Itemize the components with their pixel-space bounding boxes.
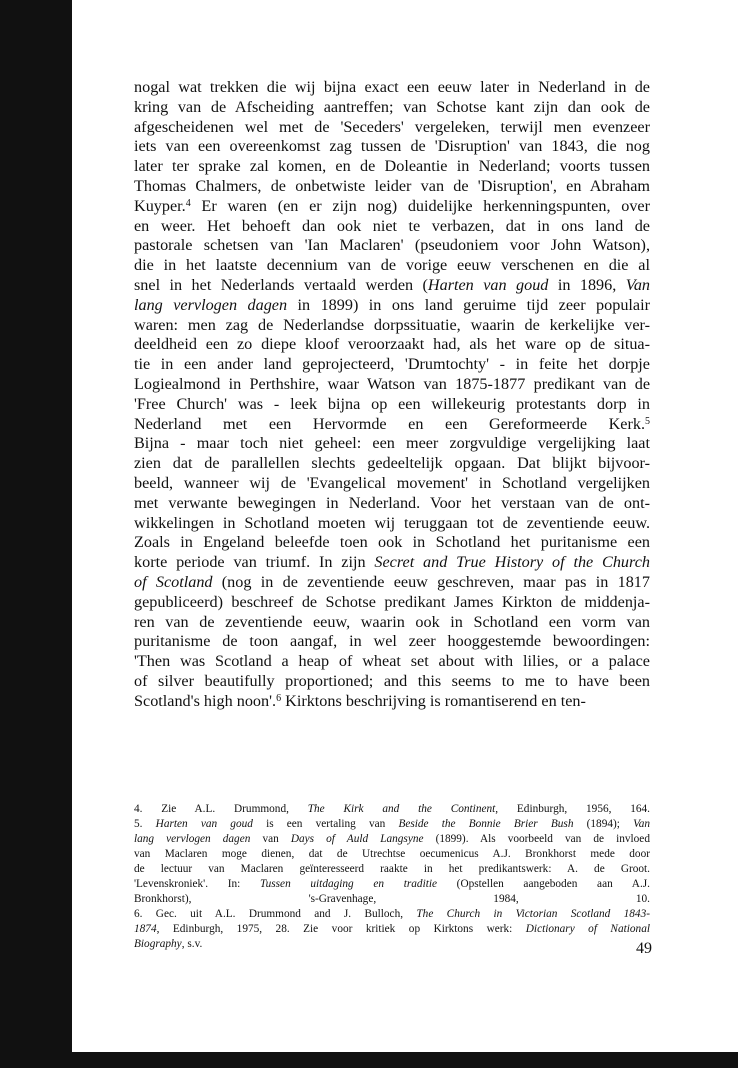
text-run: wikkelingen in Schotland moeten wij teruggaan tot de zeventiende eeuw. [134, 513, 650, 532]
italic-title: Beside the Bonnie Brier Bush [398, 818, 574, 830]
italic-title: The Kirk and the Continent [307, 803, 496, 815]
page-number: 49 [636, 940, 652, 957]
body-line [134, 335, 650, 355]
body-line [134, 692, 650, 712]
text-run: 6. Gec. uit A.L. Drummond and J. Bulloch, [134, 908, 417, 920]
text-run: deeldheid een zo diepe kloof veroorzaakt had, als het ware op de situa- [134, 335, 650, 354]
footnote-ref: 6 [276, 692, 282, 704]
text-run: puritanisme de toon aangaf, in wel zeer hooggestemde bewoordingen: [134, 632, 650, 651]
text-run: korte periode van triumf. In zijn [134, 553, 375, 572]
text-run: zien dat de parallellen slechts gedeeltelijk opgaan. Dat blijkt bijvoor- [134, 454, 650, 473]
text-run: beeld, wanneer wij de 'Evangelical movement' in Schotland vergelijken [134, 473, 650, 492]
italic-title: Days of Auld Langsyne [290, 833, 424, 845]
text-run: (Opstellen aangeboden aan A.J. [437, 878, 650, 890]
body-line [134, 395, 650, 415]
text-run: of silver beautifully proportioned; and this seems to me to have been [134, 671, 650, 690]
body-line [134, 177, 650, 197]
body-line [134, 434, 650, 454]
scan-bottom-gap [72, 1048, 738, 1052]
body-line [134, 593, 650, 613]
text-run: iets van een overeenkomst zag tussen de 'Disruption' van 1843, die nog [134, 137, 650, 156]
text-run: Bijna - maar toch niet geheel: een meer zorgvuldige vergelijking laat [134, 434, 650, 453]
text-run: Kirktons beschrijving is romantiserend en ten- [281, 691, 586, 710]
text-run: in 1896, [548, 275, 626, 294]
body-line [134, 553, 650, 573]
italic-title: of Scotland [134, 572, 213, 591]
text-run: 'Levenskroniek'. In: [134, 878, 260, 890]
text-run: 'Free Church' was - leek bijna op een willekeurig protestants dorp in [134, 394, 650, 413]
text-run: Nederland met een Hervormde en een Gereformeerde Kerk. [134, 414, 645, 433]
italic-title: Biography [134, 938, 182, 950]
text-run: , Edinburgh, 1956, 164. [495, 803, 650, 815]
text-run: (nog in de zeventiende eeuw geschreven, maar pas in 1817 [212, 572, 650, 591]
body-line [134, 573, 650, 593]
text-run: de lectuur van Maclaren geïnteresseerd raakte in het predikantswerk: A. de Groot. [134, 863, 650, 875]
italic-title: Dictionary of National [525, 923, 650, 935]
footnote-line [134, 907, 650, 922]
text-run: , s.v. [181, 938, 203, 950]
text-run: van [250, 833, 291, 845]
body-line [134, 533, 650, 553]
body-line [134, 276, 650, 296]
footnotes [134, 802, 650, 952]
footnote-line [134, 892, 650, 907]
footnote-line [134, 862, 650, 877]
text-run: met verwante bewegingen in Nederland. Voor het verstaan van de ont- [134, 493, 650, 512]
italic-title: Van [633, 818, 650, 830]
footnote-line [134, 922, 650, 937]
footnote-ref: 4 [185, 197, 191, 209]
text-run: later ter sprake zal komen, en de Doleantie in Nederland; voorts tussen [134, 157, 650, 176]
body-line [134, 355, 650, 375]
italic-title: Harten van goud [155, 818, 253, 830]
text-run: Kuyper. [134, 196, 186, 215]
text-run: van Maclaren moge dienen, dat de Utrechtse oecumenicus A.J. Bronkhorst mede door [134, 848, 650, 860]
text-run: 4. Zie A.L. Drummond, [134, 803, 308, 815]
italic-title: Secret and True History of the Church [374, 553, 650, 572]
italic-title: Tussen uitdaging en traditie [259, 878, 437, 890]
body-line [134, 375, 650, 395]
text-run: pastorale schetsen van 'Ian Maclaren' (pseudoniem voor John Watson), [134, 236, 650, 255]
body-line [134, 652, 650, 672]
text-run: is een vertaling van [252, 818, 399, 830]
text-run: waren: men zag de Nederlandse dorpssituatie, waarin de kerkelijke ver- [134, 315, 650, 334]
body-line [134, 197, 650, 217]
body-line [134, 296, 650, 316]
body-line [134, 236, 650, 256]
footnote-line [134, 877, 650, 892]
body-line [134, 632, 650, 652]
body-text [134, 78, 650, 712]
text-run: (1899). Als voorbeeld van de invloed [423, 833, 650, 845]
body-line [134, 514, 650, 534]
text-run: Er waren (en er zijn nog) duidelijke herkenningspunten, over [190, 196, 650, 215]
scan-left-edge [0, 0, 72, 1068]
body-line [134, 157, 650, 177]
body-line [134, 494, 650, 514]
text-run: 5. [134, 818, 156, 830]
footnote-line [134, 817, 650, 832]
body-line [134, 613, 650, 633]
text-run: in 1899) in ons land geruime tijd zeer populair [287, 295, 650, 314]
text-run: nogal wat trekken die wij bijna exact een eeuw later in Nederland in de [134, 78, 650, 96]
text-run: 'Then was Scotland a heap of wheat set about with lilies, or a palace [134, 652, 650, 671]
footnote-line [134, 832, 650, 847]
italic-title: The Church in Victorian Scotland 1843- [416, 908, 650, 920]
text-run: afgescheidenen wel met de 'Seceders' vergeleken, terwijl men evenzeer [134, 117, 650, 136]
italic-title: lang vervlogen dagen [134, 295, 288, 314]
body-line [134, 415, 650, 435]
body-line [134, 256, 650, 276]
italic-title: 1874 [134, 923, 157, 935]
text-run: , Edinburgh, 1975, 28. Zie voor kritiek op Kirktons werk: [156, 923, 526, 935]
footnote-line [134, 802, 650, 817]
text-run: gepubliceerd) beschreef de Schotse predikant James Kirkton de middenja- [134, 592, 650, 611]
footnote-line [134, 847, 650, 862]
body-line [134, 474, 650, 494]
body-line [134, 454, 650, 474]
text-run: snel in het Nederlands vertaald werden ( [134, 275, 428, 294]
text-run: Logiealmond in Perthshire, waar Watson van 1875-1877 predikant van de [134, 374, 650, 393]
text-run: Scotland's high noon'. [134, 691, 277, 710]
text-run: die in het laatste decennium van de vorige eeuw verschenen en die al [134, 256, 650, 275]
text-run: ren van de zeventiende eeuw, waarin ook in Schotland een vorm van [134, 612, 650, 631]
body-line [134, 78, 650, 98]
body-line [134, 316, 650, 336]
text-run: en weer. Het behoeft dan ook niet te verbazen, dat in ons land de [134, 216, 650, 235]
body-line [134, 217, 650, 237]
body-line [134, 98, 650, 118]
body-line [134, 672, 650, 692]
text-run: Zoals in Engeland beleefde toen ook in Schotland het puritanisme een [134, 533, 650, 552]
body-line [134, 137, 650, 157]
footnote-line [134, 937, 650, 952]
footnote-ref: 5 [645, 415, 650, 427]
text-run: kring van de Afscheiding aantreffen; van Schotse kant zijn dan ook de [134, 97, 650, 116]
italic-title: lang vervlogen dagen [134, 833, 251, 845]
body-line [134, 118, 650, 138]
text-run: Thomas Chalmers, de onbetwiste leider van de 'Disruption', en Abraham [134, 176, 650, 195]
text-run: Bronkhorst), 's-Gravenhage, 1984, 10. [134, 893, 650, 905]
italic-title: Van [625, 275, 650, 294]
text-run: (1894); [573, 818, 634, 830]
scan-bottom-edge [0, 1052, 738, 1068]
italic-title: Harten van goud [427, 275, 549, 294]
text-run: tie in een ander land geprojecteerd, 'Drumtochty' - in feite het dorpje [134, 355, 650, 374]
